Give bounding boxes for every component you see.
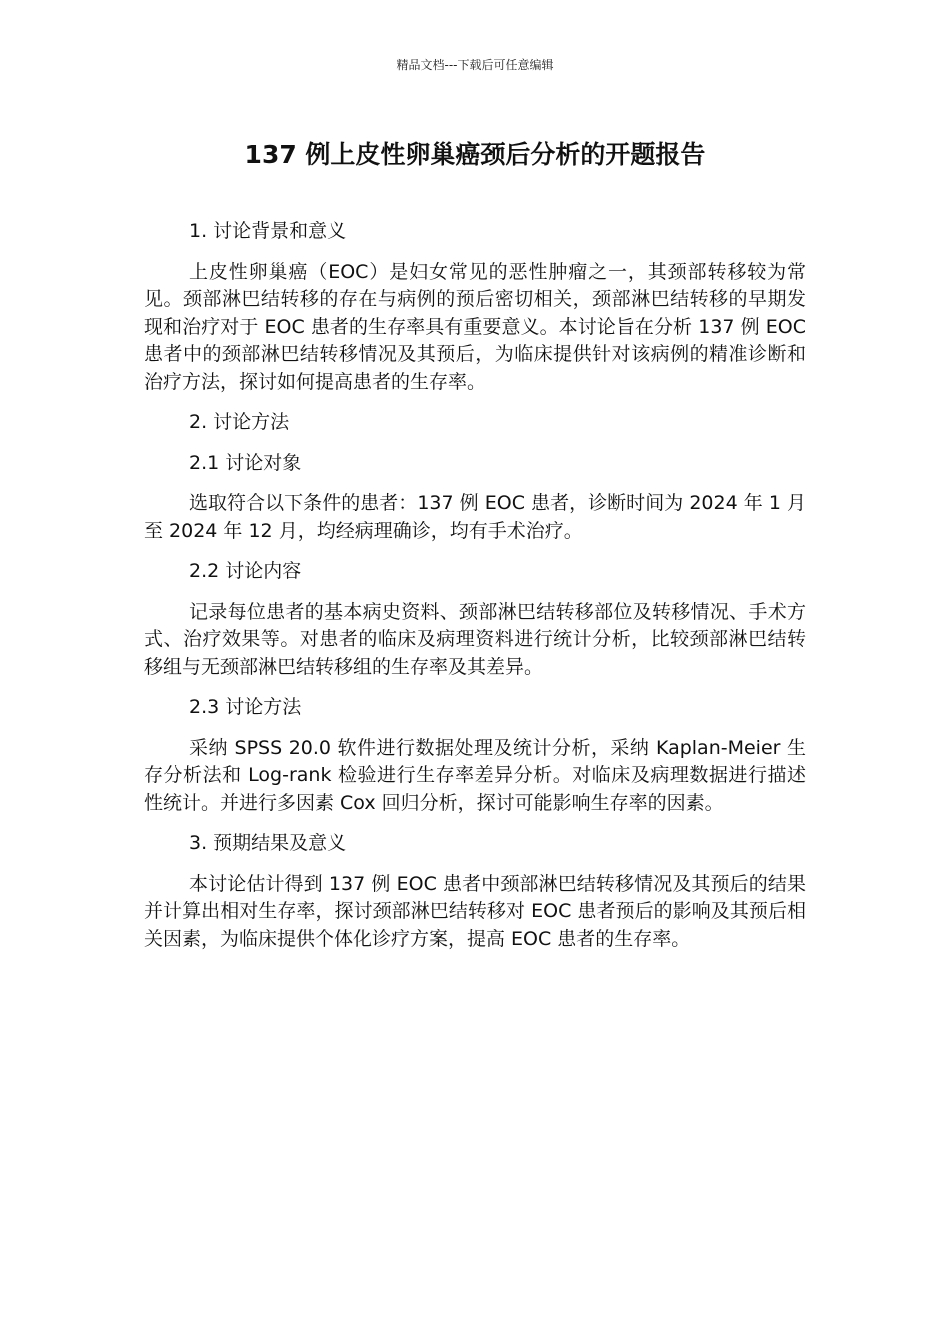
subsection-heading-subjects: 2.1 讨论对象: [189, 451, 302, 474]
section-heading-expected-results: 3. 预期结果及意义: [189, 832, 347, 854]
subsection-heading-content: 2.2 讨论内容: [189, 560, 302, 582]
section-heading-background: 1. 讨论背景和意义: [189, 220, 347, 242]
document-body: [144, 218, 806, 966]
subsection-heading-method: 2.3 讨论方法: [189, 696, 302, 718]
paragraph-subjects: 选取符合以下条件的患者：137 例 EOC 患者，诊断时间为 2024 年 1 月至 2024 年 12 月，均经病理确诊，均有手术治疗。: [144, 492, 806, 542]
paragraph-background: 上皮性卵巢癌（EOC）是妇女常见的恶性肿瘤之一，其颈部转移较为常见。颈部淋巴结转移的存在与病例的预后密切相关，颈部淋巴结转移的早期发现和治疗对于 EOC 患者的生存率具有重要意义。本讨论旨在分析 137 例 EOC 患者中的颈部淋巴结转移情况及其预后，为临床提供针对该病例的精准诊断和治疗方法，探讨如何提高患者的生存率。: [144, 260, 806, 393]
header-note: 精品文档---下载后可任意编辑: [396, 58, 554, 72]
document-title: 137 例上皮性卵巢癌颈后分析的开题报告: [244, 140, 706, 169]
paragraph-expected-results: 本讨论估计得到 137 例 EOC 患者中颈部淋巴结转移情况及其预后的结果并计算出相对生存率，探讨颈部淋巴结转移对 EOC 患者预后的影响及其预后相关因素，为临床提供个体化诊疗方案，提高 EOC 患者的生存率。: [144, 872, 806, 950]
paragraph-content: 记录每位患者的基本病史资料、颈部淋巴结转移部位及转移情况、手术方式、治疗效果等。对患者的临床及病理资料进行统计分析，比较颈部淋巴结转移组与无颈部淋巴结转移组的生存率及其差异。: [144, 600, 806, 678]
paragraph-method: 采纳 SPSS 20.0 软件进行数据处理及统计分析，采纳 Kaplan-Meier 生存分析法和 Log-rank 检验进行生存率差异分析。对临床及病理数据进行描述性统计。并进行多因素 Cox 回归分析，探讨可能影响生存率的因素。: [144, 736, 806, 814]
section-heading-methods: 2. 讨论方法: [189, 411, 290, 433]
